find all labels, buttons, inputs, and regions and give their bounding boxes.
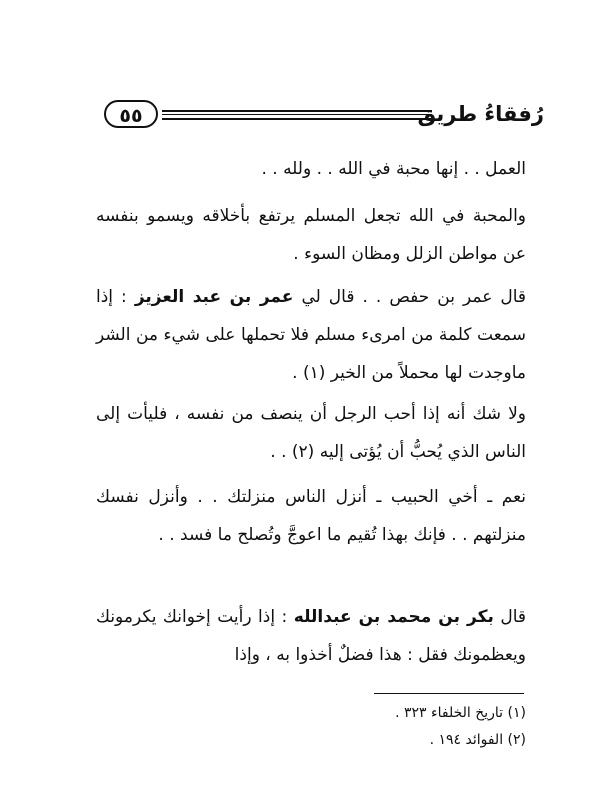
header-rule [162,110,432,120]
footnotes [200,700,526,754]
paragraph-text: العمل . . إنها محبة في الله . . ولله . . [261,159,526,179]
paragraph-4 [96,395,526,471]
paragraph-rest: : إذا سمعت كلمة من امرىء مسلم فلا تحملها على شيء من الشر ماوجدت لها محملاً من الخير (١) . [96,287,526,383]
page-number-badge: ٥٥ [104,100,158,128]
running-title: رُفقاءُ طريق [417,102,544,126]
footnote-2: (٢) الفوائد ١٩٤ . [429,732,526,748]
paragraph-6 [96,598,526,674]
paragraph-text: نعم ـ أخي الحبيب ـ أنزل الناس منزلتك . . وأنزل نفسك منزلتهم . . فإنك بهذا تُقيم ما اعوجَّ وتُصلح ما فسد . . [96,487,526,545]
paragraph-2 [96,197,526,273]
paragraph-lead: قال [500,607,527,627]
footnote-separator [374,693,524,694]
paragraph-lead: قال عمر بن حفص . . قال لي [301,287,527,307]
paragraph-3 [96,278,526,392]
paragraph-text: ولا شك أنه إذا أحب الرجل أن ينصف من نفسه ، فليأت إلى الناس الذي يُحبُّ أن يُؤتى إليه (٢) . . [96,404,526,462]
footnote-1: (١) تاريخ الخلفاء ٣٢٣ . [395,705,526,721]
paragraph-text: والمحبة في الله تجعل المسلم يرتفع بأخلاقه ويسمو بنفسه عن مواطن الزلل ومظان السوء . [96,206,526,264]
page-header [104,98,544,134]
paragraph-5 [96,478,526,554]
quoted-person-name: بكر بن محمد بن عبدالله [293,607,494,627]
paragraph-rest: : إذا رأيت إخوانك يكرمونك ويعظمونك فقل : هذا فضلٌ أخذوا به ، وإذا [96,607,526,665]
paragraph-1 [96,150,526,188]
quoted-person-name: عمر بن عبد العزيز [134,287,294,307]
paragraph-text [96,598,526,674]
paragraph-text [96,278,526,392]
